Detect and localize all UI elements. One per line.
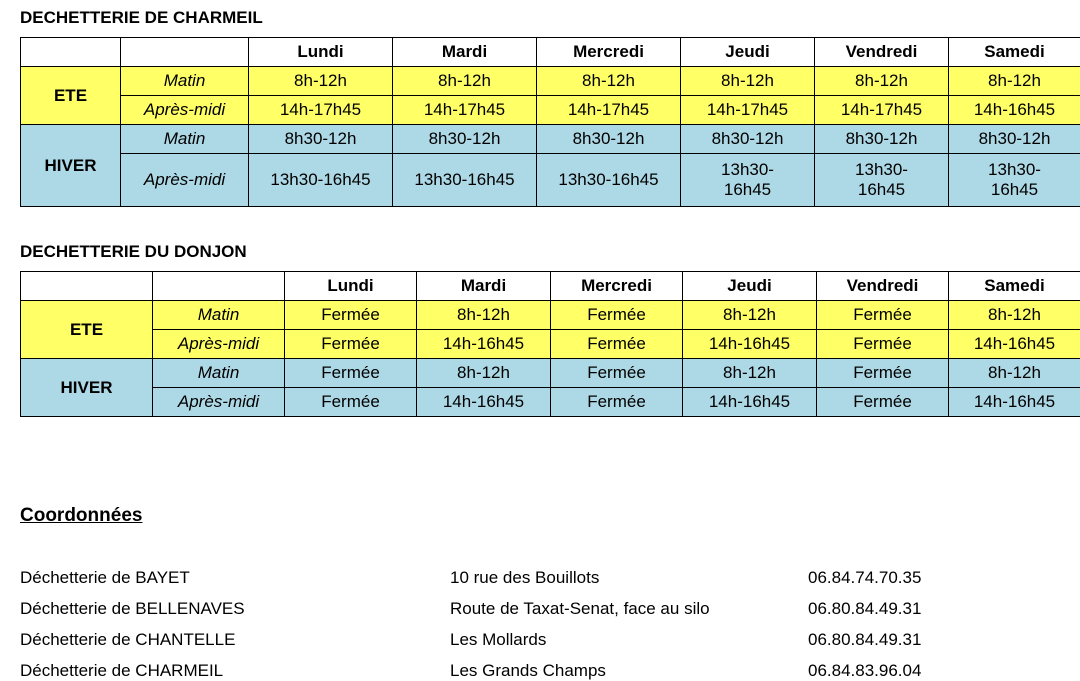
schedule-cell: 8h-12h: [949, 359, 1080, 388]
schedule-cell: 14h-16h45: [949, 330, 1080, 359]
schedule-cell: 8h-12h: [949, 301, 1080, 330]
period-matin: Matin: [121, 67, 249, 96]
season-hiver: HIVER: [21, 125, 121, 207]
schedule-cell: Fermée: [285, 301, 417, 330]
schedule-cell: 14h-17h45: [393, 96, 537, 125]
schedule-cell: 8h-12h: [417, 301, 551, 330]
contact-phone: 06.80.84.49.31: [808, 599, 921, 619]
day-header: Samedi: [949, 38, 1080, 67]
schedule-cell: 14h-16h45: [417, 388, 551, 417]
schedule-cell: Fermée: [551, 330, 683, 359]
season-ete: ETE: [21, 67, 121, 125]
day-header: Jeudi: [683, 272, 817, 301]
day-header: Lundi: [249, 38, 393, 67]
schedule-cell: 8h-12h: [815, 67, 949, 96]
corner-cell: [21, 272, 153, 301]
schedule-cell: 13h30- 16h45: [949, 154, 1080, 207]
charmeil-title: DECHETTERIE DE CHARMEIL: [20, 8, 263, 28]
contact-address: 10 rue des Bouillots: [450, 568, 599, 588]
donjon-schedule-table: [20, 271, 1080, 417]
schedule-cell: 8h-12h: [681, 67, 815, 96]
period-apres-midi: Après-midi: [153, 388, 285, 417]
schedule-cell: 14h-16h45: [683, 330, 817, 359]
coordonnees-heading: Coordonnées: [20, 505, 142, 527]
day-header: Vendredi: [815, 38, 949, 67]
schedule-cell: 14h-16h45: [683, 388, 817, 417]
corner-cell: [21, 38, 121, 67]
contact-name: Déchetterie de BELLENAVES: [20, 599, 245, 619]
contact-phone: 06.80.84.49.31: [808, 630, 921, 650]
contact-name: Déchetterie de CHANTELLE: [20, 630, 235, 650]
schedule-cell: 8h-12h: [949, 67, 1080, 96]
day-header: Jeudi: [681, 38, 815, 67]
schedule-cell: Fermée: [817, 301, 949, 330]
period-apres-midi: Après-midi: [153, 330, 285, 359]
schedule-cell: 13h30-16h45: [393, 154, 537, 207]
schedule-cell: 14h-16h45: [417, 330, 551, 359]
schedule-cell: 13h30-16h45: [249, 154, 393, 207]
period-apres-midi: Après-midi: [121, 96, 249, 125]
schedule-cell: 8h-12h: [537, 67, 681, 96]
period-matin: Matin: [121, 125, 249, 154]
schedule-cell: 8h30-12h: [681, 125, 815, 154]
schedule-cell: 14h-16h45: [949, 388, 1080, 417]
schedule-cell: Fermée: [817, 359, 949, 388]
schedule-cell: 14h-17h45: [815, 96, 949, 125]
day-header: Mercredi: [551, 272, 683, 301]
schedule-cell: Fermée: [551, 359, 683, 388]
schedule-cell: 8h-12h: [683, 301, 817, 330]
schedule-cell: Fermée: [551, 301, 683, 330]
schedule-cell: Fermée: [817, 388, 949, 417]
period-apres-midi: Après-midi: [121, 154, 249, 207]
schedule-cell: 8h30-12h: [537, 125, 681, 154]
day-header: Lundi: [285, 272, 417, 301]
schedule-cell: 8h30-12h: [249, 125, 393, 154]
contact-phone: 06.84.83.96.04: [808, 661, 921, 681]
schedule-cell: Fermée: [551, 388, 683, 417]
schedule-cell: 14h-17h45: [537, 96, 681, 125]
day-header: Vendredi: [817, 272, 949, 301]
schedule-cell: Fermée: [285, 330, 417, 359]
charmeil-schedule-table: [20, 37, 1080, 207]
schedule-cell: 14h-16h45: [949, 96, 1080, 125]
day-header: Mardi: [417, 272, 551, 301]
contact-address: Route de Taxat-Senat, face au silo: [450, 599, 710, 619]
day-header: Mardi: [393, 38, 537, 67]
schedule-cell: 8h-12h: [417, 359, 551, 388]
schedule-cell: Fermée: [285, 359, 417, 388]
schedule-cell: 14h-17h45: [249, 96, 393, 125]
schedule-cell: 8h30-12h: [393, 125, 537, 154]
schedule-cell: Fermée: [285, 388, 417, 417]
corner-cell: [153, 272, 285, 301]
contact-address: Les Mollards: [450, 630, 546, 650]
day-header: Mercredi: [537, 38, 681, 67]
period-matin: Matin: [153, 301, 285, 330]
schedule-cell: Fermée: [817, 330, 949, 359]
contact-name: Déchetterie de CHARMEIL: [20, 661, 223, 681]
contact-name: Déchetterie de BAYET: [20, 568, 190, 588]
period-matin: Matin: [153, 359, 285, 388]
schedule-cell: 13h30-16h45: [537, 154, 681, 207]
season-hiver: HIVER: [21, 359, 153, 417]
schedule-cell: 8h30-12h: [949, 125, 1080, 154]
schedule-cell: 8h-12h: [249, 67, 393, 96]
donjon-title: DECHETTERIE DU DONJON: [20, 242, 247, 262]
schedule-cell: 8h30-12h: [815, 125, 949, 154]
corner-cell: [121, 38, 249, 67]
day-header: Samedi: [949, 272, 1080, 301]
schedule-cell: 14h-17h45: [681, 96, 815, 125]
schedule-cell: 13h30- 16h45: [815, 154, 949, 207]
schedule-cell: 8h-12h: [393, 67, 537, 96]
contact-address: Les Grands Champs: [450, 661, 606, 681]
contact-phone: 06.84.74.70.35: [808, 568, 921, 588]
season-ete: ETE: [21, 301, 153, 359]
schedule-cell: 13h30- 16h45: [681, 154, 815, 207]
schedule-cell: 8h-12h: [683, 359, 817, 388]
